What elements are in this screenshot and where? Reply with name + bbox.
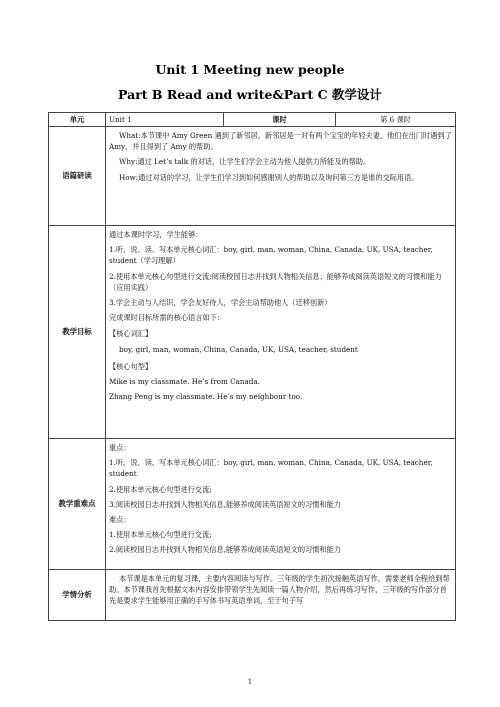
key-points-row <box>49 439 456 570</box>
difficulty-title: 难点： <box>109 514 131 524</box>
language-study-label: 语篇研读 <box>49 127 106 226</box>
student-analysis-text: 本节课是本单元的复习课，主要内容阅读与写作。三年级的学生初次接触英语写作，需要老师全程给到帮助。本节课我首先根据文本内容安排带领学生先阅读一篇人物介绍，然后再练习写作，三年级的写作部分首先是要求学生能够用正确的手写体书写英语单词，至于句子写 <box>109 574 450 606</box>
goal-item-3: 3.学会主动与人结识，学会友好待人，学会主动帮助他人（迁移创新） <box>109 297 332 307</box>
how-text: How:通过对话的学习，让学生们学习到如何感谢别人的帮助以及询问第三方是谁的交际用语。 <box>119 172 419 182</box>
student-analysis-label: 学情分析 <box>49 570 106 621</box>
difficulty-item-2: 2.阅读校园日志并找到人物相关信息,能够养成阅读英语短文的习惯和能力 <box>109 545 341 555</box>
student-analysis-row <box>49 570 456 621</box>
core-vocab-title: 【核心词汇】 <box>109 329 153 339</box>
key-item-3: 3.阅读校园日志并找到人物相关信息,能够养成阅读英语短文的习惯和能力 <box>109 499 341 509</box>
language-study-row <box>49 127 456 226</box>
key-points-content <box>106 439 456 570</box>
teaching-goals-row <box>49 226 456 439</box>
unit-value: Unit 1 <box>106 113 224 127</box>
document-title: Unit 1 Meeting new people <box>155 62 345 77</box>
document-subtitle: Part B Read and write&Part C 教学设计 <box>118 87 382 102</box>
core-vocab: boy, girl, man, woman, China, Canada, UK, USA, teacher, student <box>119 345 358 355</box>
why-text: Why:通过 Let’s talk 的对话，让学生们学会主动为他人提供力所能及的帮助。 <box>119 157 371 167</box>
key-item-2: 2.使用本单元核心句型进行交流; <box>109 484 212 494</box>
key-points-label: 教学重难点 <box>49 439 106 570</box>
core-pattern-title: 【核心句型】 <box>109 361 153 371</box>
goals-intro: 通过本课时学习，学生能够： <box>109 230 203 240</box>
lesson-plan-table <box>48 112 456 621</box>
unit-label: 单元 <box>49 113 106 127</box>
difficulty-item-1: 1.使用本单元核心句型进行交流; <box>109 530 212 540</box>
student-analysis-content <box>106 570 456 621</box>
lesson-value: 第 6 课时 <box>336 113 456 127</box>
goal-item-1: 1.听、说、读、写本单元核心词汇：boy, girl, man, woman, China, Canada, UK, USA, teacher, student（学习理解） <box>109 245 433 266</box>
teaching-goals-content <box>106 226 456 439</box>
goal-item-2: 2.使用本单元核心句型进行交流;阅读校园日志并找到人物相关信息；能够养成阅读英语短文的习惯和能力（应用实践） <box>109 271 442 292</box>
teaching-goals-label: 教学目标 <box>49 226 106 439</box>
language-study-content <box>106 127 456 226</box>
core-language-intro: 完成课时目标所需的核心语言如下： <box>109 313 225 323</box>
page-number: 1 <box>247 678 253 686</box>
key-title: 重点： <box>109 443 131 453</box>
lesson-label: 课时 <box>224 113 336 127</box>
header-row <box>49 113 456 127</box>
core-pattern-1: Mike is my classmate. He’s from Canada. <box>109 376 260 386</box>
key-item-1: 1.听、说、读、写本单元核心词汇：boy, girl, man, woman, China, Canada, UK, USA, teacher, student <box>109 458 433 479</box>
what-text: What:本节课中 Amy Green 遇到了新邻居。新邻居是一对有两个宝宝的年轻夫妻，他们在出门时遇到了 Amy，并且得到了 Amy 的帮助。 <box>109 131 452 152</box>
core-pattern-2: Zhang Peng is my classmate. He’s my neighbour too. <box>109 391 303 401</box>
